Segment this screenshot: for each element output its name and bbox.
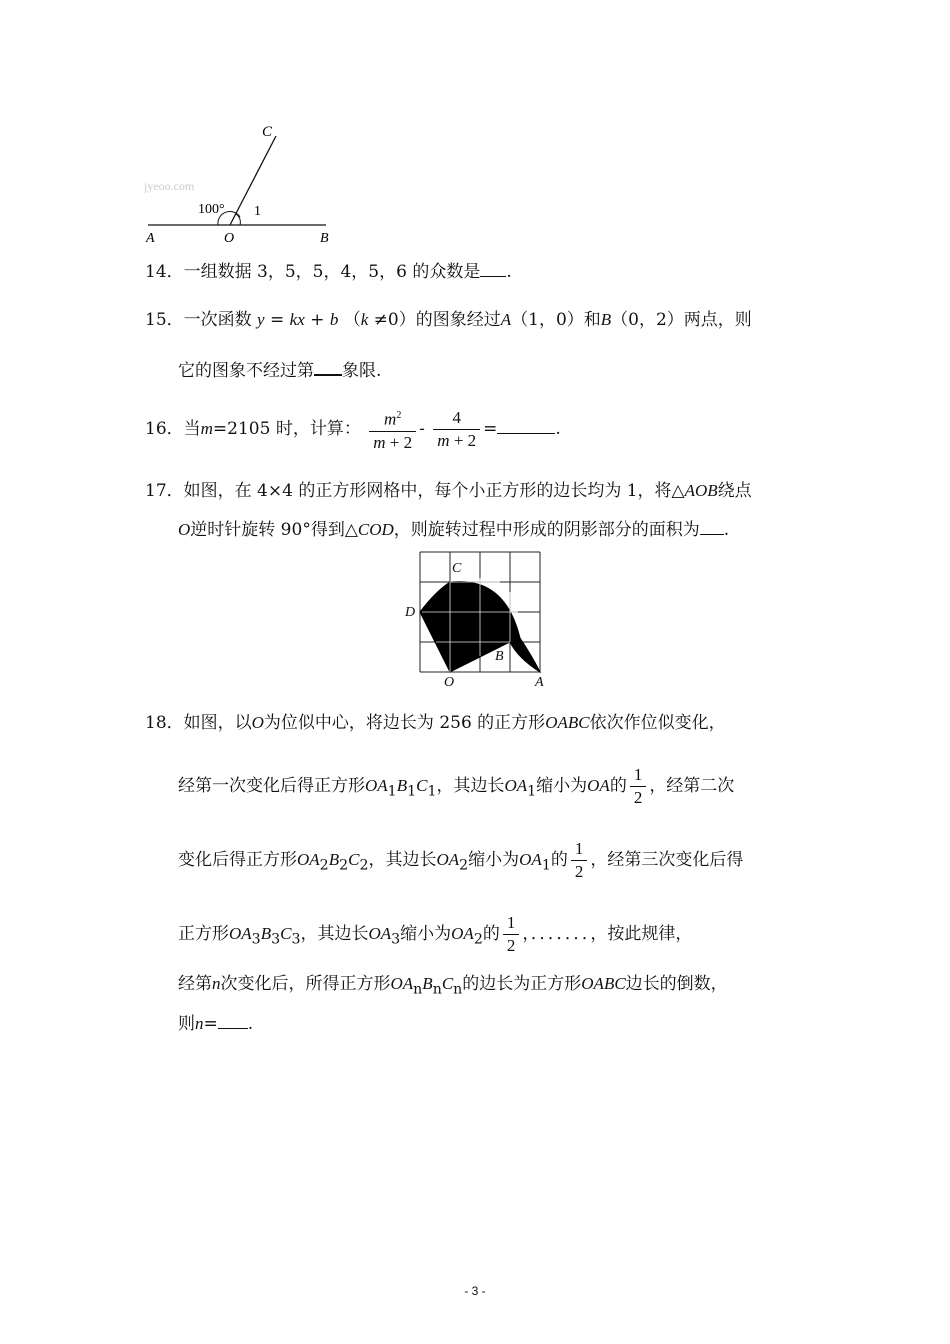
label-b: B xyxy=(320,231,329,246)
question-18-line1: 18．如图，以O为位似中心，将边长为 256 的正方形OABC依次作位似变化， xyxy=(145,713,726,733)
question-16: 16．当m=2105 时，计算： $\frac{m^2}{m + 2}$ - $\frac{4}{m + 2}$ = . xyxy=(145,405,561,454)
question-17-line1: 17．如图，在 4×4 的正方形网格中，每个小正方形的边长均为 1，将△AOB绕点 xyxy=(145,481,752,501)
question-18-line2: 经第一次变化后得正方形$OA_1B_1C_1$，其边长$OA_1$缩小为OA的 $\frac{1}{2}$ ，经第二次 xyxy=(178,765,735,807)
q14-answer-blank[interactable] xyxy=(480,258,506,277)
fraction-one-half: $\frac{1}{2}$ xyxy=(503,912,520,957)
angle-figure xyxy=(140,118,340,248)
angle-100-label: 100° xyxy=(198,202,225,217)
question-18-line3: 变化后得正方形$OA_2B_2C_2$，其边长$OA_2$缩小为$OA_1$的 $\frac{1}{2}$ ，经第三次变化后得 xyxy=(178,839,744,881)
question-18-line6: 则n= . xyxy=(178,1010,253,1037)
q14-number: 14． xyxy=(145,262,184,282)
question-15-line1: 15．一次函数 y = kx + b （k ≠0）的图象经过A（1，0）和B（0，2）两点，则 xyxy=(145,310,752,330)
grid-label-d: D xyxy=(405,605,416,620)
question-17-line2: O逆时针旋转 90°得到△COD，则旋转过程中形成的阴影部分的面积为 . xyxy=(178,516,729,543)
question-18-line4: 正方形$OA_3B_3C_3$，其边长$OA_3$缩小为$OA_2$的 $\frac{1}{2}$ ，．．．．．．．，按此规律， xyxy=(178,913,693,955)
grid-figure xyxy=(400,548,560,690)
q16-answer-blank[interactable] xyxy=(497,415,555,434)
page-number: - 3 - xyxy=(464,1284,486,1298)
question-14: 14．一组数据 3，5，5，4，5，6 的众数是 . xyxy=(145,258,512,285)
grid-label-b: B xyxy=(495,649,504,664)
q15-answer-blank[interactable] xyxy=(314,356,342,376)
q14-text: 一组数据 3，5，5，4，5，6 的众数是 xyxy=(183,262,481,282)
label-a: A xyxy=(146,231,155,246)
label-c: C xyxy=(262,124,273,140)
question-15-line2: 它的图象不经过第 象限. xyxy=(178,356,381,384)
question-18-line5: 经第n次变化后，所得正方形$OA_nB_nC_n$的边长为正方形OABC边长的倒数， xyxy=(178,974,728,998)
fraction-one-half: $\frac{1}{2}$ xyxy=(571,838,588,883)
fraction-one-half: $\frac{1}{2}$ xyxy=(630,764,647,809)
q18-answer-blank[interactable] xyxy=(218,1010,248,1029)
grid-label-o: O xyxy=(444,675,455,690)
grid-label-c: C xyxy=(452,561,462,576)
fraction-4-over-m-plus-2: $\frac{4}{m + 2}$ xyxy=(433,407,480,452)
grid-label-a: A xyxy=(535,675,544,690)
ray-oc xyxy=(230,136,276,225)
q17-answer-blank[interactable] xyxy=(700,516,724,535)
watermark: jyeoo.com xyxy=(144,179,195,193)
label-o: O xyxy=(224,231,235,246)
angle-arc-1 xyxy=(236,214,240,225)
angle-1-label: 1 xyxy=(254,204,261,219)
fraction-m2-over-m-plus-2: $\frac{m^2}{m + 2}$ xyxy=(369,405,416,454)
